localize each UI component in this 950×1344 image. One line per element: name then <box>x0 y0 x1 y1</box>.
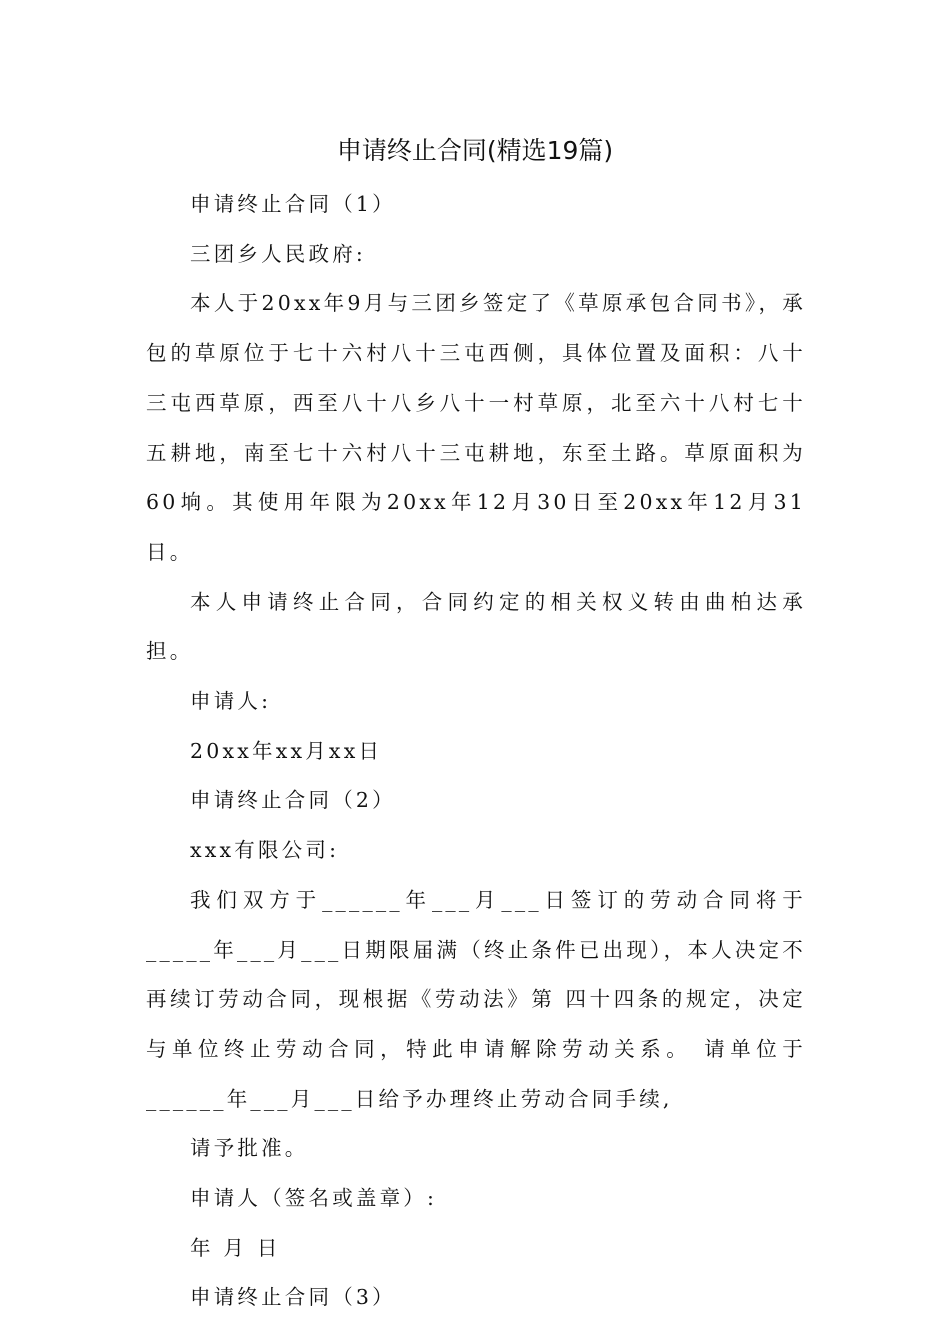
date-line-2: 年 月 日 <box>190 1235 281 1260</box>
request-approval: 请予批准。 <box>190 1136 309 1161</box>
date-line-1: 20xx年xx月xx日 <box>190 738 383 763</box>
addressee-1: 三团乡人民政府: <box>190 241 367 266</box>
applicant-label-1: 申请人: <box>190 689 272 714</box>
body-paragraph-1: 本人于20xx年9月与三团乡签定了《草原承包合同书》，承包的草原位于七十六村八十三屯西侧，具体位置及面积：八十三屯西草原，西至八十八乡八十一村草原，北至六十八村七十五耕地，南至七十六村八十三屯耕地，东至土路。草原面积为60垧。其使用年限为20xx年12月30日至20xx年12月31日。 <box>146 291 806 564</box>
section-heading-2: 申请终止合同（2） <box>190 788 396 813</box>
addressee-2: xxx有限公司: <box>190 838 340 863</box>
section-heading-3: 申请终止合同（3） <box>190 1285 396 1310</box>
body-paragraph-3: 我们双方于______年___月___日签订的劳动合同将于_____年___月___日期限届满（终止条件已出现），本人决定不再续订劳动合同，现根据《劳动法》第 四十四条的规定，决定与单位终止劳动合同，特此申请解除劳动关系。 请单位于______年___月___日给予办理终止劳动合同手续, <box>146 887 806 1111</box>
body-paragraph-2: 本人申请终止合同，合同约定的相关权义转由曲柏达承担。 <box>146 589 806 664</box>
applicant-signature-label: 申请人（签名或盖章）: <box>190 1186 438 1211</box>
document-title: 申请终止合同(精选19篇) <box>336 136 614 165</box>
section-heading-1: 申请终止合同（1） <box>190 192 396 216</box>
document-body <box>146 180 806 1323</box>
